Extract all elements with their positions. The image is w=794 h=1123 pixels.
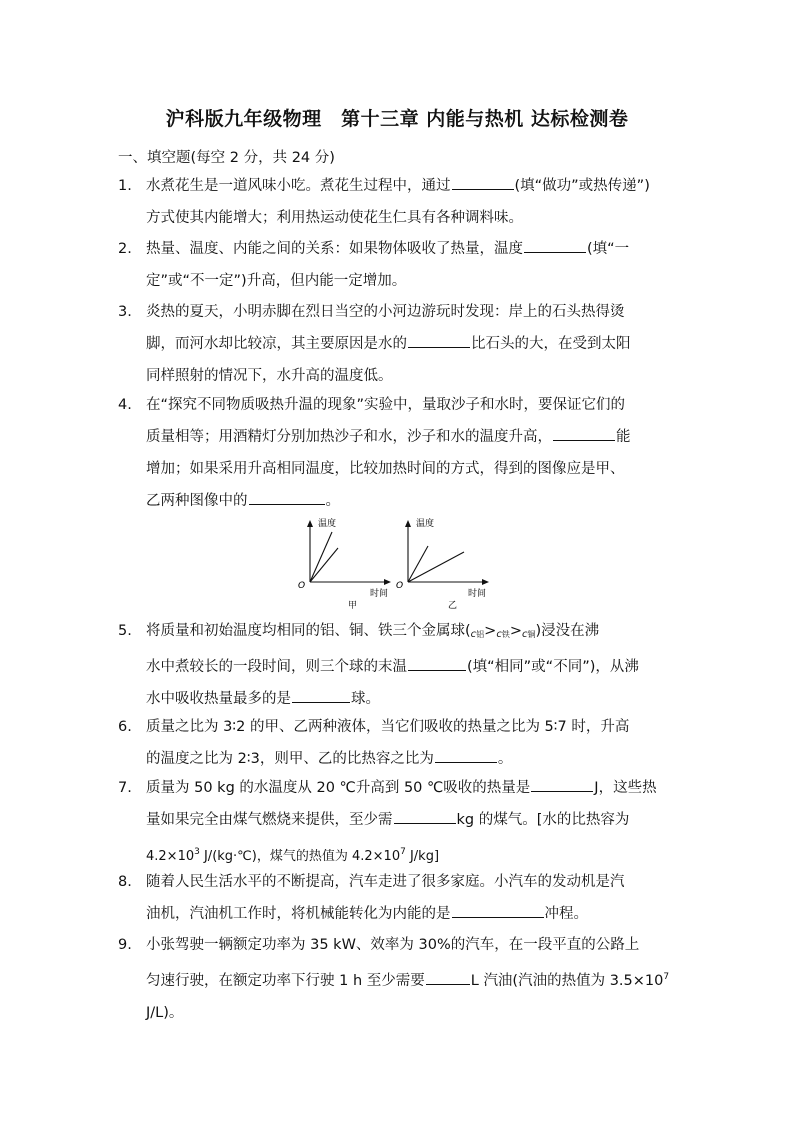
y-axis-arrow bbox=[307, 520, 313, 527]
question-text: 将质量和初始温度均相同的铝、铜、铁三个金属球( bbox=[146, 623, 471, 639]
answer-blank[interactable] bbox=[531, 775, 593, 792]
question-text: 。 bbox=[497, 751, 513, 767]
graph-caption: 甲 bbox=[348, 601, 358, 611]
answer-blank[interactable] bbox=[394, 807, 456, 824]
question-4 bbox=[118, 389, 678, 517]
subscript-cu: 铜 bbox=[527, 630, 536, 639]
answer-blank[interactable] bbox=[452, 901, 544, 918]
origin-label: O bbox=[298, 581, 306, 591]
question-text: 质量相等；用酒精灯分别加热沙子和水，沙子和水的温度升高， bbox=[146, 429, 552, 445]
question-number: 5. bbox=[118, 623, 132, 639]
answer-blank[interactable] bbox=[408, 331, 470, 348]
question-text: 小张驾驶一辆额定功率为 35 kW、效率为 30%的汽车，在一段平直的公路上 bbox=[146, 937, 640, 953]
y-axis-arrow bbox=[405, 520, 411, 527]
question-text: 球。 bbox=[351, 691, 380, 707]
section-heading: 一、填空题(每空 2 分，共 24 分) bbox=[118, 150, 335, 166]
graph-caption: 乙 bbox=[448, 601, 458, 611]
question-text: 在“探究不同物质吸热升温的现象”实验中，量取沙子和水时，要保证它们的 bbox=[146, 397, 626, 413]
answer-blank[interactable] bbox=[426, 968, 470, 985]
question-text: J/(kg·℃)，煤气的热值为 4.2×10 bbox=[199, 848, 401, 864]
answer-blank[interactable] bbox=[452, 173, 514, 190]
question-text: )浸没在沸 bbox=[535, 623, 600, 639]
greater-than: > bbox=[509, 623, 522, 639]
y-axis-label: 温度 bbox=[416, 519, 435, 529]
question-2 bbox=[118, 233, 678, 297]
question-text: J，这些热 bbox=[594, 780, 657, 796]
superscript: 3 bbox=[194, 847, 200, 857]
question-8 bbox=[118, 866, 678, 930]
answer-blank[interactable] bbox=[553, 424, 615, 441]
question-text: 能 bbox=[616, 429, 631, 445]
question-text: (填“一 bbox=[587, 241, 630, 257]
graph-line-shallow bbox=[310, 548, 338, 582]
page-title: 沪科版九年级物理 第十三章 内能与热机 达标检测卷 bbox=[165, 108, 629, 130]
specific-heat-symbol: c bbox=[496, 629, 502, 640]
question-number: 2. bbox=[118, 241, 132, 257]
question-text: kg 的煤气。[水的比热容为 bbox=[456, 812, 630, 828]
x-axis-arrow bbox=[384, 579, 391, 585]
x-axis-label: 时间 bbox=[370, 589, 389, 599]
question-9 bbox=[118, 929, 678, 1029]
question-6 bbox=[118, 711, 678, 775]
y-axis-label: 温度 bbox=[318, 519, 337, 529]
superscript: 7 bbox=[663, 972, 670, 982]
graph-yi bbox=[394, 516, 494, 614]
graph-line-steep bbox=[310, 532, 332, 582]
question-text: 。 bbox=[325, 493, 340, 509]
question-7 bbox=[118, 772, 678, 873]
question-text: 比石头的大，在受到太阳 bbox=[471, 336, 631, 352]
answer-blank[interactable] bbox=[435, 746, 497, 763]
question-number: 6. bbox=[118, 719, 132, 735]
question-number: 4. bbox=[118, 397, 132, 413]
superscript: 7 bbox=[400, 847, 406, 857]
question-3 bbox=[118, 296, 678, 392]
question-text: 水中煮较长的一段时间，则三个球的末温 bbox=[146, 659, 407, 675]
answer-blank[interactable] bbox=[408, 654, 466, 671]
subscript-al: 铝 bbox=[476, 630, 485, 639]
question-text: 冲程。 bbox=[544, 906, 588, 922]
question-text: J/L)。 bbox=[146, 1004, 184, 1021]
origin-label: O bbox=[396, 581, 404, 591]
question-text: 乙两种图像中的 bbox=[146, 493, 248, 509]
question-text: 脚，而河水却比较凉，其主要原因是水的 bbox=[146, 336, 407, 352]
question-text: 增加；如果采用升高相同温度，比较加热时间的方式，得到的图像应是甲、 bbox=[146, 461, 625, 477]
question-5 bbox=[118, 615, 678, 715]
question-text: 水中吸收热量最多的是 bbox=[146, 691, 291, 707]
x-axis-label: 时间 bbox=[468, 589, 487, 599]
question-text: 随着人民生活水平的不断提高，汽车走进了很多家庭。小汽车的发动机是汽 bbox=[146, 874, 625, 890]
x-axis-arrow bbox=[482, 579, 489, 585]
question-text: 方式使其内能增大；利用热运动使花生仁具有各种调料味。 bbox=[146, 210, 523, 226]
question-number: 3. bbox=[118, 304, 132, 320]
question-text: L 汽油(汽油的热值为 3.5×10 bbox=[470, 972, 664, 989]
question-text: 量如果完全由煤气燃烧来提供，至少需 bbox=[146, 812, 393, 828]
question-number: 7. bbox=[118, 780, 132, 796]
question-text: 油机，汽油机工作时，将机械能转化为内能的是 bbox=[146, 906, 451, 922]
answer-blank[interactable] bbox=[249, 488, 325, 505]
question-text: 质量之比为 3∶2 的甲、乙两种液体，当它们吸收的热量之比为 5∶7 时，升高 bbox=[146, 719, 630, 735]
subscript-fe: 铁 bbox=[501, 630, 510, 639]
graph-jia bbox=[296, 516, 396, 614]
question-text: 热量、温度、内能之间的关系：如果物体吸收了热量，温度 bbox=[146, 241, 523, 257]
specific-heat-symbol: c bbox=[470, 629, 477, 640]
question-text: 同样照射的情况下，水升高的温度低。 bbox=[146, 368, 393, 384]
question-text: 的温度之比为 2∶3，则甲、乙的比热容之比为 bbox=[146, 751, 434, 767]
question-number: 1. bbox=[118, 178, 132, 194]
question-text: 水煮花生是一道风味小吃。煮花生过程中，通过 bbox=[146, 178, 451, 194]
answer-blank[interactable] bbox=[292, 686, 350, 703]
question-text: (填“做功”或热传递”) bbox=[514, 178, 650, 194]
question-text: J/kg] bbox=[405, 848, 440, 864]
question-text: 匀速行驶，在额定功率下行驶 1 h 至少需要 bbox=[146, 972, 425, 989]
question-number: 9. bbox=[118, 937, 132, 953]
question-number: 8. bbox=[118, 874, 132, 890]
question-text: (填“相同”或“不同”)，从沸 bbox=[467, 659, 639, 675]
greater-than: > bbox=[484, 623, 497, 639]
question-text: 定”或“不一定”)升高，但内能一定增加。 bbox=[146, 273, 407, 289]
question-1 bbox=[118, 170, 678, 234]
question-text: 质量为 50 kg 的水温度从 20 ℃升高到 50 ℃吸收的热量是 bbox=[146, 780, 531, 796]
question-text: 炎热的夏天，小明赤脚在烈日当空的小河边游玩时发现：岸上的石头热得烫 bbox=[146, 304, 625, 320]
answer-blank[interactable] bbox=[524, 236, 586, 253]
specific-heat-symbol: c bbox=[521, 629, 528, 640]
question-text: 4.2×10 bbox=[146, 848, 195, 864]
